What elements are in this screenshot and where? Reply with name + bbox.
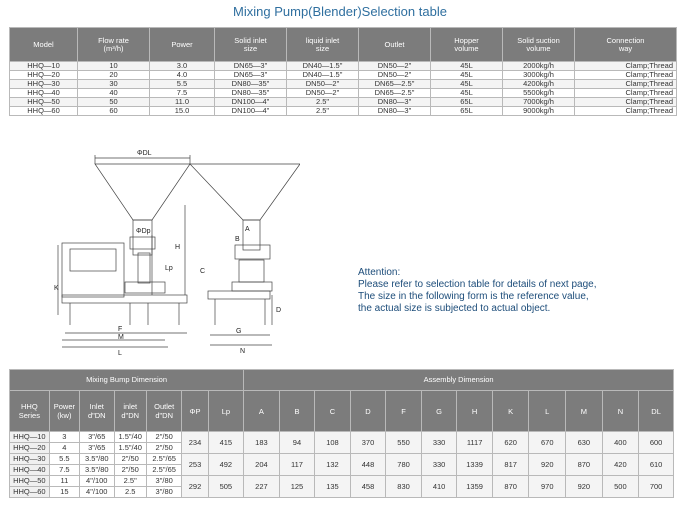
header-cell: Flow rate (m³/h) bbox=[78, 28, 150, 62]
table-cell: HHQ—30 bbox=[10, 80, 78, 89]
table-cell: 5500kg/h bbox=[503, 89, 575, 98]
merged-cell: 292 bbox=[182, 476, 208, 498]
table-cell: 4 bbox=[49, 443, 79, 454]
table-cell: 3"/80 bbox=[146, 476, 182, 487]
table-cell: 3.5"/80 bbox=[80, 454, 114, 465]
table-cell: 1.5"/40 bbox=[114, 432, 146, 443]
header-cell: Model bbox=[10, 28, 78, 62]
table-cell: Clamp;Thread bbox=[575, 89, 677, 98]
table-cell: 2"/50 bbox=[114, 465, 146, 476]
table-cell: DN50—2" bbox=[287, 89, 359, 98]
table-cell: 60 bbox=[78, 107, 150, 116]
header-cell: ΦP bbox=[182, 391, 208, 432]
table-cell: DN100—4" bbox=[215, 107, 287, 116]
attention-line: The size in the following form is the reference value, bbox=[358, 291, 589, 302]
table-cell: 30 bbox=[78, 80, 150, 89]
selection-header-row bbox=[10, 28, 677, 62]
table-cell: 15 bbox=[49, 487, 79, 498]
page-title: Mixing Pump(Blender)Selection table bbox=[233, 4, 447, 19]
merged-cell: 670 bbox=[529, 432, 566, 454]
dim-phi-dl: ΦDL bbox=[137, 150, 152, 157]
table-cell: 11.0 bbox=[150, 98, 215, 107]
merged-cell: 817 bbox=[492, 454, 529, 476]
table-cell: 3"/65 bbox=[80, 432, 114, 443]
table-cell: DN50—2" bbox=[359, 62, 431, 71]
merged-cell: 370 bbox=[350, 432, 386, 454]
merged-cell: 204 bbox=[244, 454, 280, 476]
header-cell: liquid inlet size bbox=[287, 28, 359, 62]
motor-block bbox=[62, 243, 124, 297]
header-cell: M bbox=[566, 391, 603, 432]
header-cell: Solid suction volume bbox=[503, 28, 575, 62]
table-row bbox=[10, 107, 677, 116]
merged-cell: 1339 bbox=[457, 454, 493, 476]
header-cell: inlet d"DN bbox=[114, 391, 146, 432]
table-row bbox=[10, 432, 674, 443]
dimension-group-row bbox=[10, 370, 674, 391]
header-cell: D bbox=[350, 391, 386, 432]
table-cell: 2"/50 bbox=[146, 432, 182, 443]
table-cell: 3"/80 bbox=[146, 487, 182, 498]
table-cell: 20 bbox=[78, 71, 150, 80]
header-cell: C bbox=[315, 391, 351, 432]
merged-cell: 415 bbox=[208, 432, 244, 454]
dim-k: K bbox=[54, 285, 59, 292]
merged-cell: 253 bbox=[182, 454, 208, 476]
table-cell: 5.5 bbox=[150, 80, 215, 89]
table-cell: 3000kg/h bbox=[503, 71, 575, 80]
header-cell: L bbox=[529, 391, 566, 432]
table-cell: 15.0 bbox=[150, 107, 215, 116]
table-cell: HHQ—10 bbox=[10, 62, 78, 71]
merged-cell: 94 bbox=[279, 432, 315, 454]
table-cell: DN80—35" bbox=[215, 89, 287, 98]
merged-cell: 1117 bbox=[457, 432, 493, 454]
header-cell: F bbox=[386, 391, 422, 432]
merged-cell: 700 bbox=[639, 476, 674, 498]
merged-cell: 183 bbox=[244, 432, 280, 454]
table-cell: DN40—1.5" bbox=[287, 71, 359, 80]
merged-cell: 132 bbox=[315, 454, 351, 476]
dim-a: A bbox=[245, 226, 250, 233]
dimension-header-row bbox=[10, 391, 674, 432]
header-cell: Hopper volume bbox=[431, 28, 503, 62]
header-cell: DL bbox=[639, 391, 674, 432]
table-cell: Clamp;Thread bbox=[575, 62, 677, 71]
merged-cell: 410 bbox=[421, 476, 457, 498]
dim-b: B bbox=[235, 236, 240, 243]
merged-cell: 330 bbox=[421, 432, 457, 454]
table-cell: 45L bbox=[431, 89, 503, 98]
table-cell: 45L bbox=[431, 62, 503, 71]
table-cell: 4"/100 bbox=[80, 487, 114, 498]
header-cell: H bbox=[457, 391, 493, 432]
dim-l: L bbox=[118, 350, 122, 357]
selection-table bbox=[9, 27, 677, 116]
attention-note bbox=[358, 267, 658, 315]
table-cell: 2.5" bbox=[287, 98, 359, 107]
table-cell: 3"/65 bbox=[80, 443, 114, 454]
merged-cell: 620 bbox=[492, 432, 529, 454]
table-cell: 2"/50 bbox=[146, 443, 182, 454]
table-cell: 5.5 bbox=[49, 454, 79, 465]
header-cell: Lp bbox=[208, 391, 244, 432]
table-cell: 2.5"/65 bbox=[146, 454, 182, 465]
merged-cell: 505 bbox=[208, 476, 244, 498]
table-cell: 2000kg/h bbox=[503, 62, 575, 71]
merged-cell: 920 bbox=[529, 454, 566, 476]
merged-cell: 1359 bbox=[457, 476, 493, 498]
merged-cell: 227 bbox=[244, 476, 280, 498]
merged-cell: 117 bbox=[279, 454, 315, 476]
table-cell: Clamp;Thread bbox=[575, 98, 677, 107]
table-cell: Clamp;Thread bbox=[575, 107, 677, 116]
table-cell: DN80—3" bbox=[359, 98, 431, 107]
table-cell: HHQ—20 bbox=[10, 443, 50, 454]
table-cell: DN80—3" bbox=[359, 107, 431, 116]
group-assembly: Assembly Dimension bbox=[244, 370, 674, 391]
table-cell: 1.5"/40 bbox=[114, 443, 146, 454]
merged-cell: 600 bbox=[639, 432, 674, 454]
merged-cell: 135 bbox=[315, 476, 351, 498]
dimension-table bbox=[9, 369, 674, 498]
table-cell: 2.5"/65 bbox=[146, 465, 182, 476]
table-row bbox=[10, 98, 677, 107]
header-cell: Power (kw) bbox=[49, 391, 79, 432]
merged-cell: 108 bbox=[315, 432, 351, 454]
merged-cell: 870 bbox=[492, 476, 529, 498]
header-cell: B bbox=[279, 391, 315, 432]
header-cell: Outlet bbox=[359, 28, 431, 62]
merged-cell: 330 bbox=[421, 454, 457, 476]
table-row bbox=[10, 62, 677, 71]
dim-m: M bbox=[118, 334, 124, 341]
dim-lp: Lp bbox=[165, 265, 173, 272]
table-cell: DN65—3" bbox=[215, 71, 287, 80]
table-cell: HHQ—60 bbox=[10, 487, 50, 498]
table-row bbox=[10, 454, 674, 465]
attention-line: Please refer to selection table for details of next page, bbox=[358, 279, 597, 290]
table-cell: 2"/50 bbox=[114, 454, 146, 465]
pump-drawing bbox=[40, 145, 300, 360]
table-cell: 3.0 bbox=[150, 62, 215, 71]
table-cell: 3 bbox=[49, 432, 79, 443]
table-cell: DN65—2.5" bbox=[359, 89, 431, 98]
header-cell: K bbox=[492, 391, 529, 432]
table-cell: 45L bbox=[431, 71, 503, 80]
table-cell: Clamp;Thread bbox=[575, 71, 677, 80]
dim-phi-dp: ΦDp bbox=[136, 228, 151, 235]
dim-h: H bbox=[175, 244, 181, 251]
table-cell: DN50—2" bbox=[287, 80, 359, 89]
table-cell: 10 bbox=[78, 62, 150, 71]
header-cell: Outlet d"DN bbox=[146, 391, 182, 432]
table-cell: 7.5 bbox=[49, 465, 79, 476]
merged-cell: 500 bbox=[602, 476, 639, 498]
header-cell: G bbox=[421, 391, 457, 432]
table-cell: DN40—1.5" bbox=[287, 62, 359, 71]
table-cell: 45L bbox=[431, 80, 503, 89]
merged-cell: 458 bbox=[350, 476, 386, 498]
table-cell: 2.5" bbox=[114, 476, 146, 487]
dim-f: F bbox=[118, 326, 123, 333]
table-cell: HHQ—40 bbox=[10, 89, 78, 98]
dim-n: N bbox=[240, 348, 246, 355]
table-cell: DN100—4" bbox=[215, 98, 287, 107]
table-cell: 4"/100 bbox=[80, 476, 114, 487]
merged-cell: 234 bbox=[182, 432, 208, 454]
table-row bbox=[10, 476, 674, 487]
merged-cell: 448 bbox=[350, 454, 386, 476]
attention-heading: Attention: bbox=[358, 267, 401, 278]
table-cell: 7.5 bbox=[150, 89, 215, 98]
table-cell: HHQ—10 bbox=[10, 432, 50, 443]
table-cell: DN80—35" bbox=[215, 80, 287, 89]
table-cell: 7000kg/h bbox=[503, 98, 575, 107]
table-cell: DN50—2" bbox=[359, 71, 431, 80]
merged-cell: 870 bbox=[566, 454, 603, 476]
table-cell: 65L bbox=[431, 107, 503, 116]
table-cell: HHQ—30 bbox=[10, 454, 50, 465]
merged-cell: 550 bbox=[386, 432, 422, 454]
header-cell: N bbox=[602, 391, 639, 432]
table-cell: 2.5" bbox=[287, 107, 359, 116]
attention-line: the actual size is subjected to actual object. bbox=[358, 303, 551, 314]
header-cell: Solid inlet size bbox=[215, 28, 287, 62]
table-cell: HHQ—20 bbox=[10, 71, 78, 80]
table-cell: 4.0 bbox=[150, 71, 215, 80]
merged-cell: 970 bbox=[529, 476, 566, 498]
dim-g: G bbox=[236, 328, 242, 335]
dim-c: C bbox=[200, 268, 206, 275]
merged-cell: 492 bbox=[208, 454, 244, 476]
pump-column bbox=[133, 220, 152, 255]
header-cell: Inlet d"DN bbox=[80, 391, 114, 432]
header-cell: HHQ Series bbox=[10, 391, 50, 432]
merged-cell: 420 bbox=[602, 454, 639, 476]
table-cell: HHQ—50 bbox=[10, 476, 50, 487]
header-cell: Power bbox=[150, 28, 215, 62]
header-cell: A bbox=[244, 391, 280, 432]
table-cell: 2.5 bbox=[114, 487, 146, 498]
table-row bbox=[10, 80, 677, 89]
group-mixing: Mixing Bump Dimension bbox=[10, 370, 244, 391]
table-cell: HHQ—60 bbox=[10, 107, 78, 116]
table-cell: HHQ—50 bbox=[10, 98, 78, 107]
table-cell: 65L bbox=[431, 98, 503, 107]
table-cell: DN65—3" bbox=[215, 62, 287, 71]
table-row bbox=[10, 71, 677, 80]
merged-cell: 400 bbox=[602, 432, 639, 454]
table-cell: 9000kg/h bbox=[503, 107, 575, 116]
table-cell: DN65—2.5" bbox=[359, 80, 431, 89]
table-cell: 50 bbox=[78, 98, 150, 107]
merged-cell: 610 bbox=[639, 454, 674, 476]
table-cell: 4200kg/h bbox=[503, 80, 575, 89]
table-cell: Clamp;Thread bbox=[575, 80, 677, 89]
merged-cell: 125 bbox=[279, 476, 315, 498]
table-cell: 11 bbox=[49, 476, 79, 487]
merged-cell: 630 bbox=[566, 432, 603, 454]
table-cell: 3.5"/80 bbox=[80, 465, 114, 476]
hopper-shape bbox=[95, 164, 190, 220]
table-cell: HHQ—40 bbox=[10, 465, 50, 476]
merged-cell: 920 bbox=[566, 476, 603, 498]
merged-cell: 780 bbox=[386, 454, 422, 476]
table-cell: 40 bbox=[78, 89, 150, 98]
header-cell: Connection way bbox=[575, 28, 677, 62]
table-row bbox=[10, 89, 677, 98]
merged-cell: 830 bbox=[386, 476, 422, 498]
dim-d: D bbox=[276, 307, 282, 314]
